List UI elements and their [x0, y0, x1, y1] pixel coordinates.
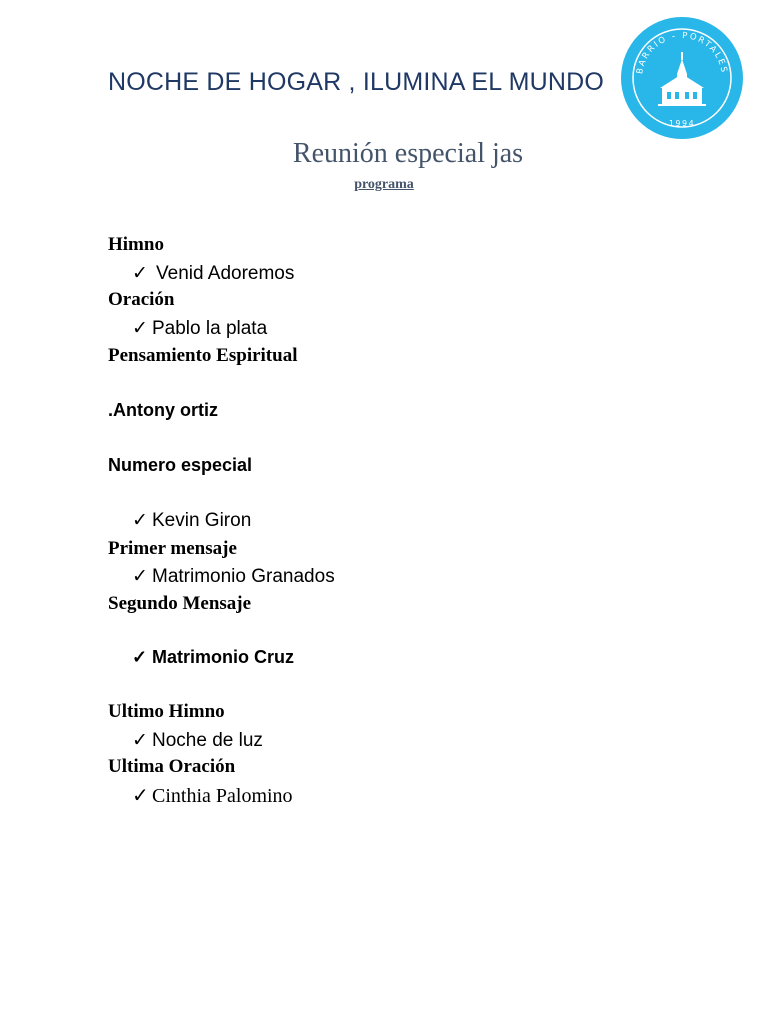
section-heading-ultima-oracion: Ultima Oración	[108, 756, 236, 777]
section-heading-pensamiento: Pensamiento Espiritual	[108, 345, 298, 366]
program-label: programa	[354, 177, 414, 192]
logo-year: 1994	[668, 119, 696, 128]
section-heading-oracion: Oración	[108, 289, 175, 310]
check-icon: ✓	[132, 318, 148, 339]
section-heading-numero: Numero especial	[108, 455, 253, 475]
list-item-pensamiento: .Antony ortiz	[108, 400, 218, 420]
list-item-himno: ✓ Venid Adoremos	[132, 263, 295, 284]
list-item-numero: ✓ Kevin Giron	[132, 510, 252, 531]
list-item-ultima-oracion: ✓ Cinthia Palomino	[132, 785, 293, 807]
check-icon: ✓	[132, 510, 148, 531]
section-heading-ultimo-himno: Ultimo Himno	[108, 701, 225, 722]
list-item-ultimo-himno: ✓ Noche de luz	[132, 730, 263, 751]
section-heading-segundo: Segundo Mensaje	[108, 593, 252, 614]
check-icon: ✓	[132, 263, 148, 284]
list-item-primer: ✓ Matrimonio Granados	[132, 566, 335, 587]
section-heading-primer: Primer mensaje	[108, 538, 237, 559]
check-icon: ✓	[132, 730, 148, 751]
section-heading-himno: Himno	[108, 234, 164, 255]
list-item-oracion: ✓ Pablo la plata	[132, 318, 268, 339]
check-icon: ✓	[132, 647, 148, 667]
ward-logo	[620, 16, 744, 140]
page-title: NOCHE DE HOGAR , ILUMINA EL MUNDO	[108, 68, 605, 96]
check-icon: ✓	[132, 566, 148, 587]
check-icon: ✓	[132, 785, 149, 807]
logo-top-text: BARRIO - PORTALES	[635, 30, 729, 75]
meeting-title: Reunión especial jas	[292, 138, 524, 169]
list-item-segundo: ✓ Matrimonio Cruz	[132, 647, 294, 667]
